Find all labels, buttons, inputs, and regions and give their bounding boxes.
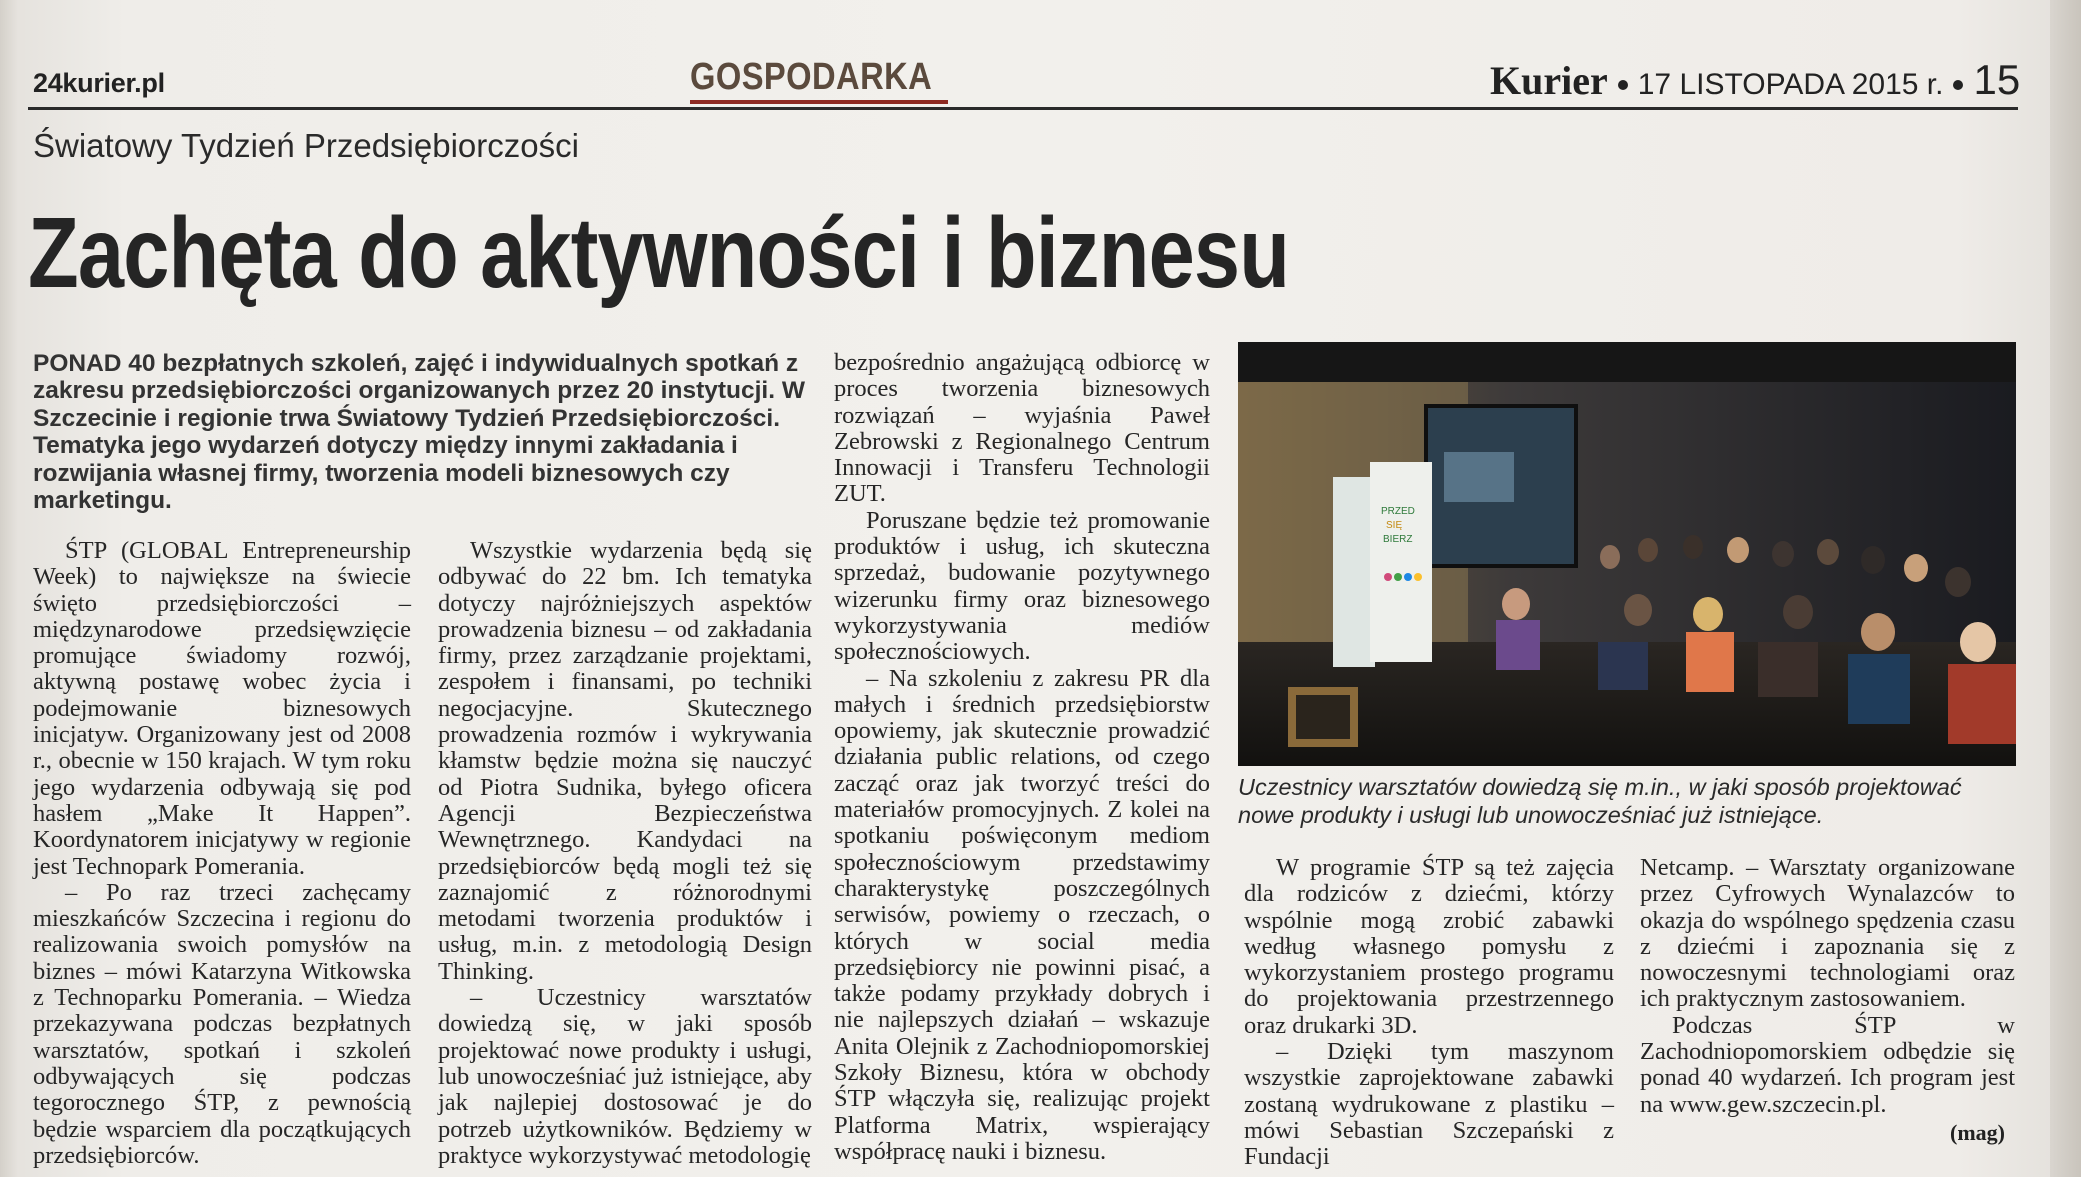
author-signature: (mag) bbox=[1950, 1120, 2005, 1145]
article-column-1 bbox=[33, 538, 411, 1169]
article-photo bbox=[1238, 342, 2016, 766]
paragraph: – Uczestnicy warsztatów dowiedzą się, w jaki sposób projektować nowe produkty i usługi, lub unowocześniać już istniejące, aby jak najlepiej dostosować je do potrzeb użytkowników. Będziemy w praktyce wykorzystywać metodologię bbox=[438, 984, 812, 1169]
paper-name: Kurier bbox=[1490, 58, 1608, 103]
paragraph: Netcamp. – Warsztaty organizowane przez Cyfrowych Wynalazców to okazja do wspólnego spędzenia czasu z dziećmi i zapoznania się z nowoczesnymi technologiami oraz ich praktycznym zastosowaniem. bbox=[1640, 854, 2015, 1013]
paragraph: ŚTP (GLOBAL Entrepreneurship Week) to największe na świecie święto przedsiębiorczości – międzynarodowe przedsięwzięcie promujące świadomy rozwój, aktywną postawę wobec życia i podejmowanie biznesowych inicjatyw. Organizowany jest od 2008 r., obecnie w 150 krajach. W tym roku jego wydarzenia odbywają się pod hasłem „Make It Happen”. Koordynatorem inicjatywy w regionie jest Technopark Pomerania. bbox=[33, 537, 411, 880]
site-url: 24kurier.pl bbox=[33, 68, 165, 98]
paragraph: Poruszane będzie też promowanie produktów i usług, ich skuteczna sprzedaż, budowanie pozytywnego wizerunku firmy oraz biznesowego wykorzystywania mediów społecznościowych. bbox=[834, 506, 1210, 666]
page-edge-right bbox=[2050, 0, 2081, 1177]
page-number: 15 bbox=[1973, 56, 2021, 103]
section-title: GOSPODARKA bbox=[690, 56, 933, 98]
svg-text:SIĘ: SIĘ bbox=[1386, 520, 1403, 531]
article-column-4 bbox=[1244, 855, 1614, 1171]
svg-text:PRZED: PRZED bbox=[1381, 506, 1415, 517]
paragraph: W programie ŚTP są też zajęcia dla rodziców z dziećmi, którzy wspólnie mogą zrobić zabawki według własnego pomysłu z wykorzystaniem prostego programu do projektowania przestrzennego oraz drukarki 3D. bbox=[1244, 854, 1614, 1039]
paragraph: – Na szkoleniu z zakresu PR dla małych i średnich przedsiębiorstw opowiemy, jak skutecznie prowadzić działania public relations, od czego zacząć oraz jak tworzyć treści do materiałów promocyjnych. Z kolei na spotkaniu poświęconym mediom społecznościowym przedstawimy charakterystykę poszczególnych serwisów, powiemy o rzeczach, o których w social media przedsiębiorcy nie powinni pisać, a także podamy przykłady dobrych i nie najlepszych działań – wskazuje Anita Olejnik z Zachodniopomorskiej Szkoły Biznesu, która w obchody ŚTP włączyła się, realizując projekt Platforma Matrix, wspierający współpracę nauki i biznesu. bbox=[834, 664, 1210, 1165]
paragraph: bezpośrednio angażującą odbiorcę w proces tworzenia biznesowych rozwiązań – wyjaśnia Paweł Zebrowski z Regionalnego Centrum Innowacji i Transferu Technologii ZUT. bbox=[834, 349, 1210, 508]
photo-caption: Uczestnicy warsztatów dowiedzą się m.in., w jaki sposób projektować nowe produkty i usługi lub unowocześniać już istniejące. bbox=[1238, 774, 1962, 828]
masthead bbox=[1490, 56, 2020, 104]
svg-text:BIERZ: BIERZ bbox=[1383, 534, 1413, 545]
paragraph: – Po raz trzeci zachęcamy mieszkańców Szczecina i regionu do realizowania swoich pomysłów na biznes – mówi Katarzyna Witkowska z Technoparku Pomerania. – Wiedza przekazywana podczas bezpłatnych warsztatów, spotkań i szkoleń odbywających się podczas tegorocznego ŚTP, z pewnością będzie wsparciem dla początkujących przedsiębiorców. bbox=[33, 878, 411, 1169]
article-column-2 bbox=[438, 538, 812, 1169]
separator-dot-icon bbox=[1618, 80, 1628, 90]
paragraph: Podczas ŚTP w Zachodniopomorskiem odbędzie się ponad 40 wydarzeń. Ich program jest na www.gew.szczecin.pl. bbox=[1640, 1011, 2015, 1118]
separator-dot-icon bbox=[1953, 80, 1963, 90]
article-kicker: Światowy Tydzień Przedsiębiorczości bbox=[33, 127, 579, 164]
article-headline: Zachęta do aktywności i biznesu bbox=[28, 197, 1290, 309]
article-column-3 bbox=[834, 350, 1210, 1165]
section-underline bbox=[690, 100, 948, 104]
header-rule bbox=[28, 107, 2018, 110]
paragraph: – Dzięki tym maszynom wszystkie zaprojektowane zabawki zostaną wydrukowane z plastiku – mówi Sebastian Szczepański z Fundacji bbox=[1244, 1038, 1614, 1171]
paragraph: Wszystkie wydarzenia będą się odbywać do 22 bm. Ich tematyka dotyczy najróżniejszych aspektów prowadzenia biznesu – od zakładania firmy, przez zarządzanie projektami, zespołem i finansami, po techniki negocjacyjne. Skutecznego prowadzenia rozmów i wykrywania kłamstw będzie można się nauczyć od Piotra Sudnika, byłego oficera Agencji Bezpieczeństwa Wewnętrznego. Kandydaci na przedsiębiorców będą mogli też się zaznajomić z różnorodnymi metodami tworzenia produktów i usług, m.in. z metodologią Design Thinking. bbox=[438, 537, 812, 985]
photo-illustration bbox=[1238, 342, 2016, 766]
rollup-banner bbox=[1333, 477, 1375, 667]
page-edge-left bbox=[0, 0, 18, 1177]
article-column-5 bbox=[1640, 855, 2015, 1118]
article-lead: PONAD 40 bezpłatnych szkoleń, zajęć i indywidualnych spotkań z zakresu przedsiębiorczości organizowanych przez 20 instytucji. W Szczecinie i regionie trwa Światowy Tydzień Przedsiębiorczości. Tematyka jego wydarzeń dotyczy między innymi zakładania i rozwijania własnej firmy, tworzenia modeli biznesowych czy marketingu. bbox=[33, 350, 805, 515]
issue-date: 17 LISTOPADA 2015 r. bbox=[1637, 68, 1944, 101]
rollup-banner bbox=[1370, 462, 1432, 662]
